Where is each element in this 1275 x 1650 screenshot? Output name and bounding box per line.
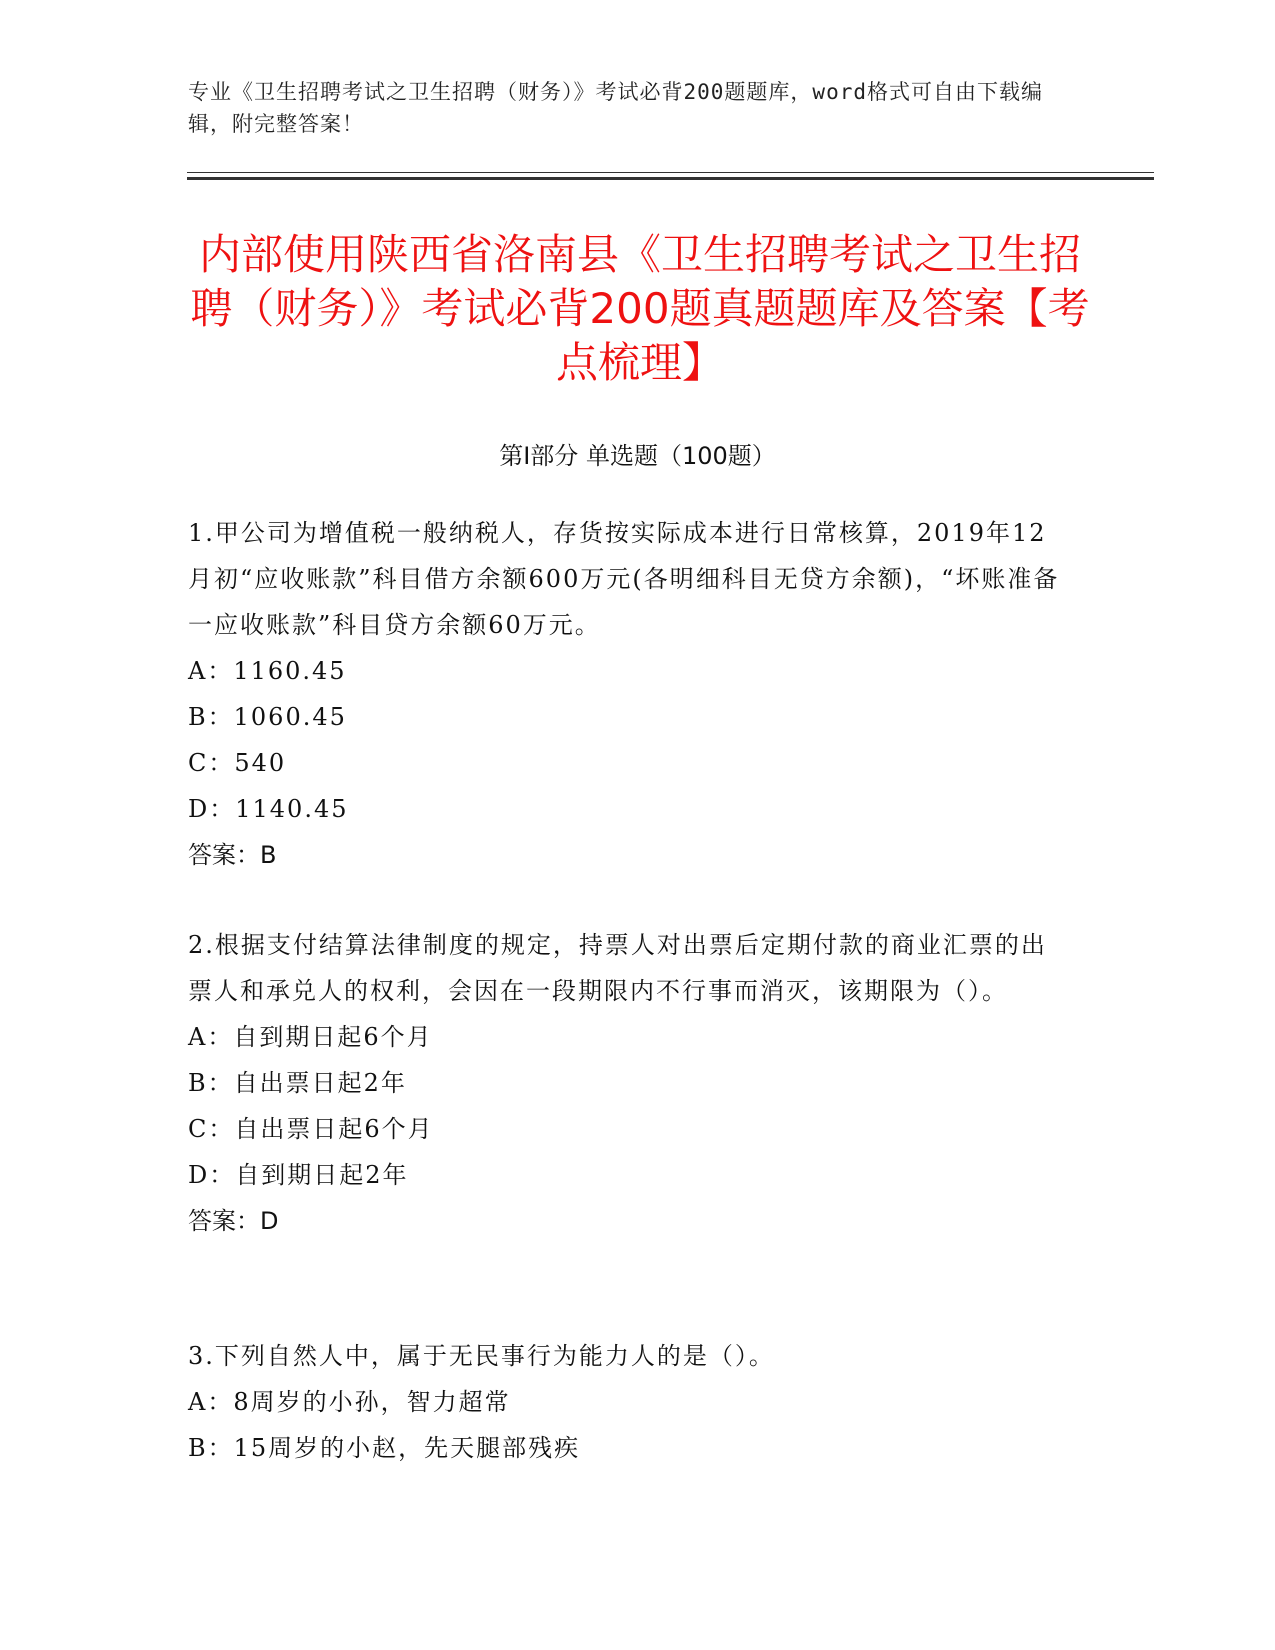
document-title: 内部使用陕西省洛南县《卫生招聘考试之卫生招聘（财务）》考试必背200题真题题库及答案【考点梳理】	[190, 230, 1090, 387]
option-c: C：540	[188, 749, 287, 777]
question-2	[188, 922, 1068, 1244]
header-note: 专业《卫生招聘考试之卫生招聘（财务）》考试必背200题题库，word格式可自由下载编辑，附完整答案！	[188, 80, 1043, 136]
option-b: B：自出票日起2年	[188, 1069, 407, 1097]
question-stem: 2.根据支付结算法律制度的规定，持票人对出票后定期付款的商业汇票的出票人和承兑人的权利，会因在一段期限内不行事而消灭，该期限为（）。	[188, 931, 1047, 1005]
question-stem: 1.甲公司为增值税一般纳税人，存货按实际成本进行日常核算，2019年12月初“应收账款”科目借方余额600万元(各明细科目无贷方余额)，“坏账准备一应收账款”科目贷方余额60万元。	[188, 519, 1060, 639]
question-1	[188, 510, 1068, 878]
option-d: D：1140.45	[188, 795, 349, 823]
header-rule-thin	[187, 172, 1154, 173]
answer-line: 答案：D	[188, 1207, 279, 1235]
question-stem: 3.下列自然人中，属于无民事行为能力人的是（）。	[188, 1342, 775, 1370]
question-3	[188, 1333, 1068, 1471]
option-a: A：8周岁的小孙，智力超常	[188, 1388, 511, 1416]
option-a: A：自到期日起6个月	[188, 1023, 433, 1051]
option-b: B：1060.45	[188, 703, 347, 731]
header-rule-thick	[187, 177, 1154, 180]
option-a: A：1160.45	[188, 657, 347, 685]
option-d: D：自到期日起2年	[188, 1161, 409, 1189]
answer-line: 答案：B	[188, 841, 277, 869]
section-heading: 第Ⅰ部分 单选题（100题）	[499, 442, 776, 470]
option-c: C：自出票日起6个月	[188, 1115, 434, 1143]
option-b: B：15周岁的小赵，先天腿部残疾	[188, 1434, 581, 1462]
